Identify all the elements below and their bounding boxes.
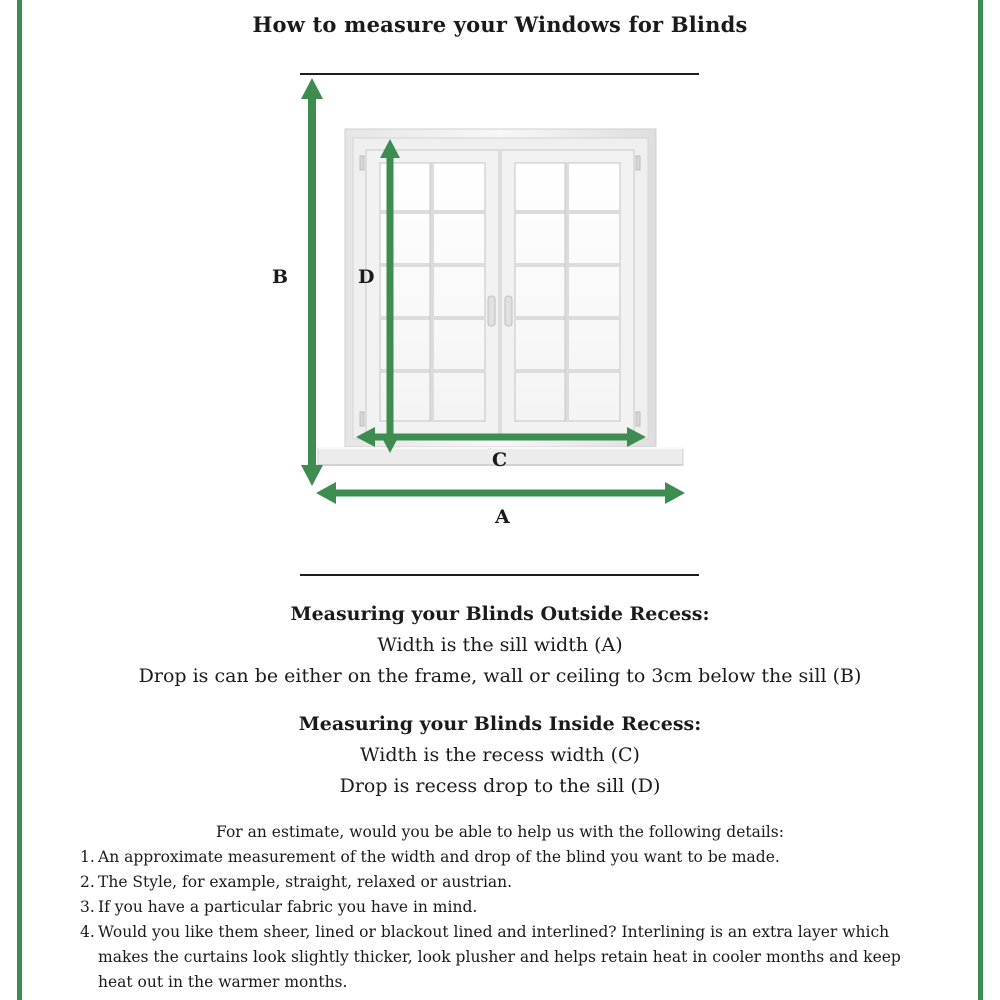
label-c: C — [492, 449, 508, 471]
notes-intro: For an estimate, would you be able to help us with the following details: — [216, 823, 784, 841]
list-item-number: 2. — [80, 873, 95, 891]
bottom-divider — [300, 574, 699, 576]
arrow-a — [316, 482, 685, 504]
outside-recess-section — [0, 599, 1000, 692]
list-item — [80, 920, 920, 995]
page-title: How to measure your Windows for Blinds — [252, 12, 748, 37]
inside-recess-section — [0, 709, 1000, 802]
outside-heading: Measuring your Blinds Outside Recess: — [290, 603, 710, 625]
label-a: A — [495, 506, 510, 528]
inside-width-text: Width is the recess width (C) — [360, 744, 640, 766]
label-b: B — [272, 266, 289, 288]
list-item — [80, 845, 920, 870]
list-item-text: The Style, for example, straight, relaxed or austrian. — [98, 873, 513, 891]
list-item-text: An approximate measurement of the width and drop of the blind you want to be made. — [98, 848, 780, 866]
label-d: D — [358, 266, 375, 288]
list-item — [80, 870, 920, 895]
list-item-text: Would you like them sheer, lined or blackout lined and interlined? Interlining is an extra layer which makes the curtains look slightly thicker, look plusher and helps retain heat in cooler months and keep heat out in the warmer months. — [98, 923, 901, 991]
inside-drop-text: Drop is recess drop to the sill (D) — [339, 775, 661, 797]
outside-width-text: Width is the sill width (A) — [377, 634, 623, 656]
list-item-number: 4. — [80, 923, 95, 941]
notes-list — [80, 845, 920, 995]
outside-drop-text: Drop is can be either on the frame, wall or ceiling to 3cm below the sill (B) — [138, 665, 862, 687]
estimate-notes — [80, 820, 920, 995]
window-icon — [318, 129, 683, 465]
list-item-text: If you have a particular fabric you have in mind. — [98, 898, 478, 916]
list-item-number: 1. — [80, 848, 95, 866]
inside-heading: Measuring your Blinds Inside Recess: — [298, 713, 702, 735]
list-item — [80, 895, 920, 920]
list-item-number: 3. — [80, 898, 95, 916]
arrow-b — [301, 78, 323, 486]
